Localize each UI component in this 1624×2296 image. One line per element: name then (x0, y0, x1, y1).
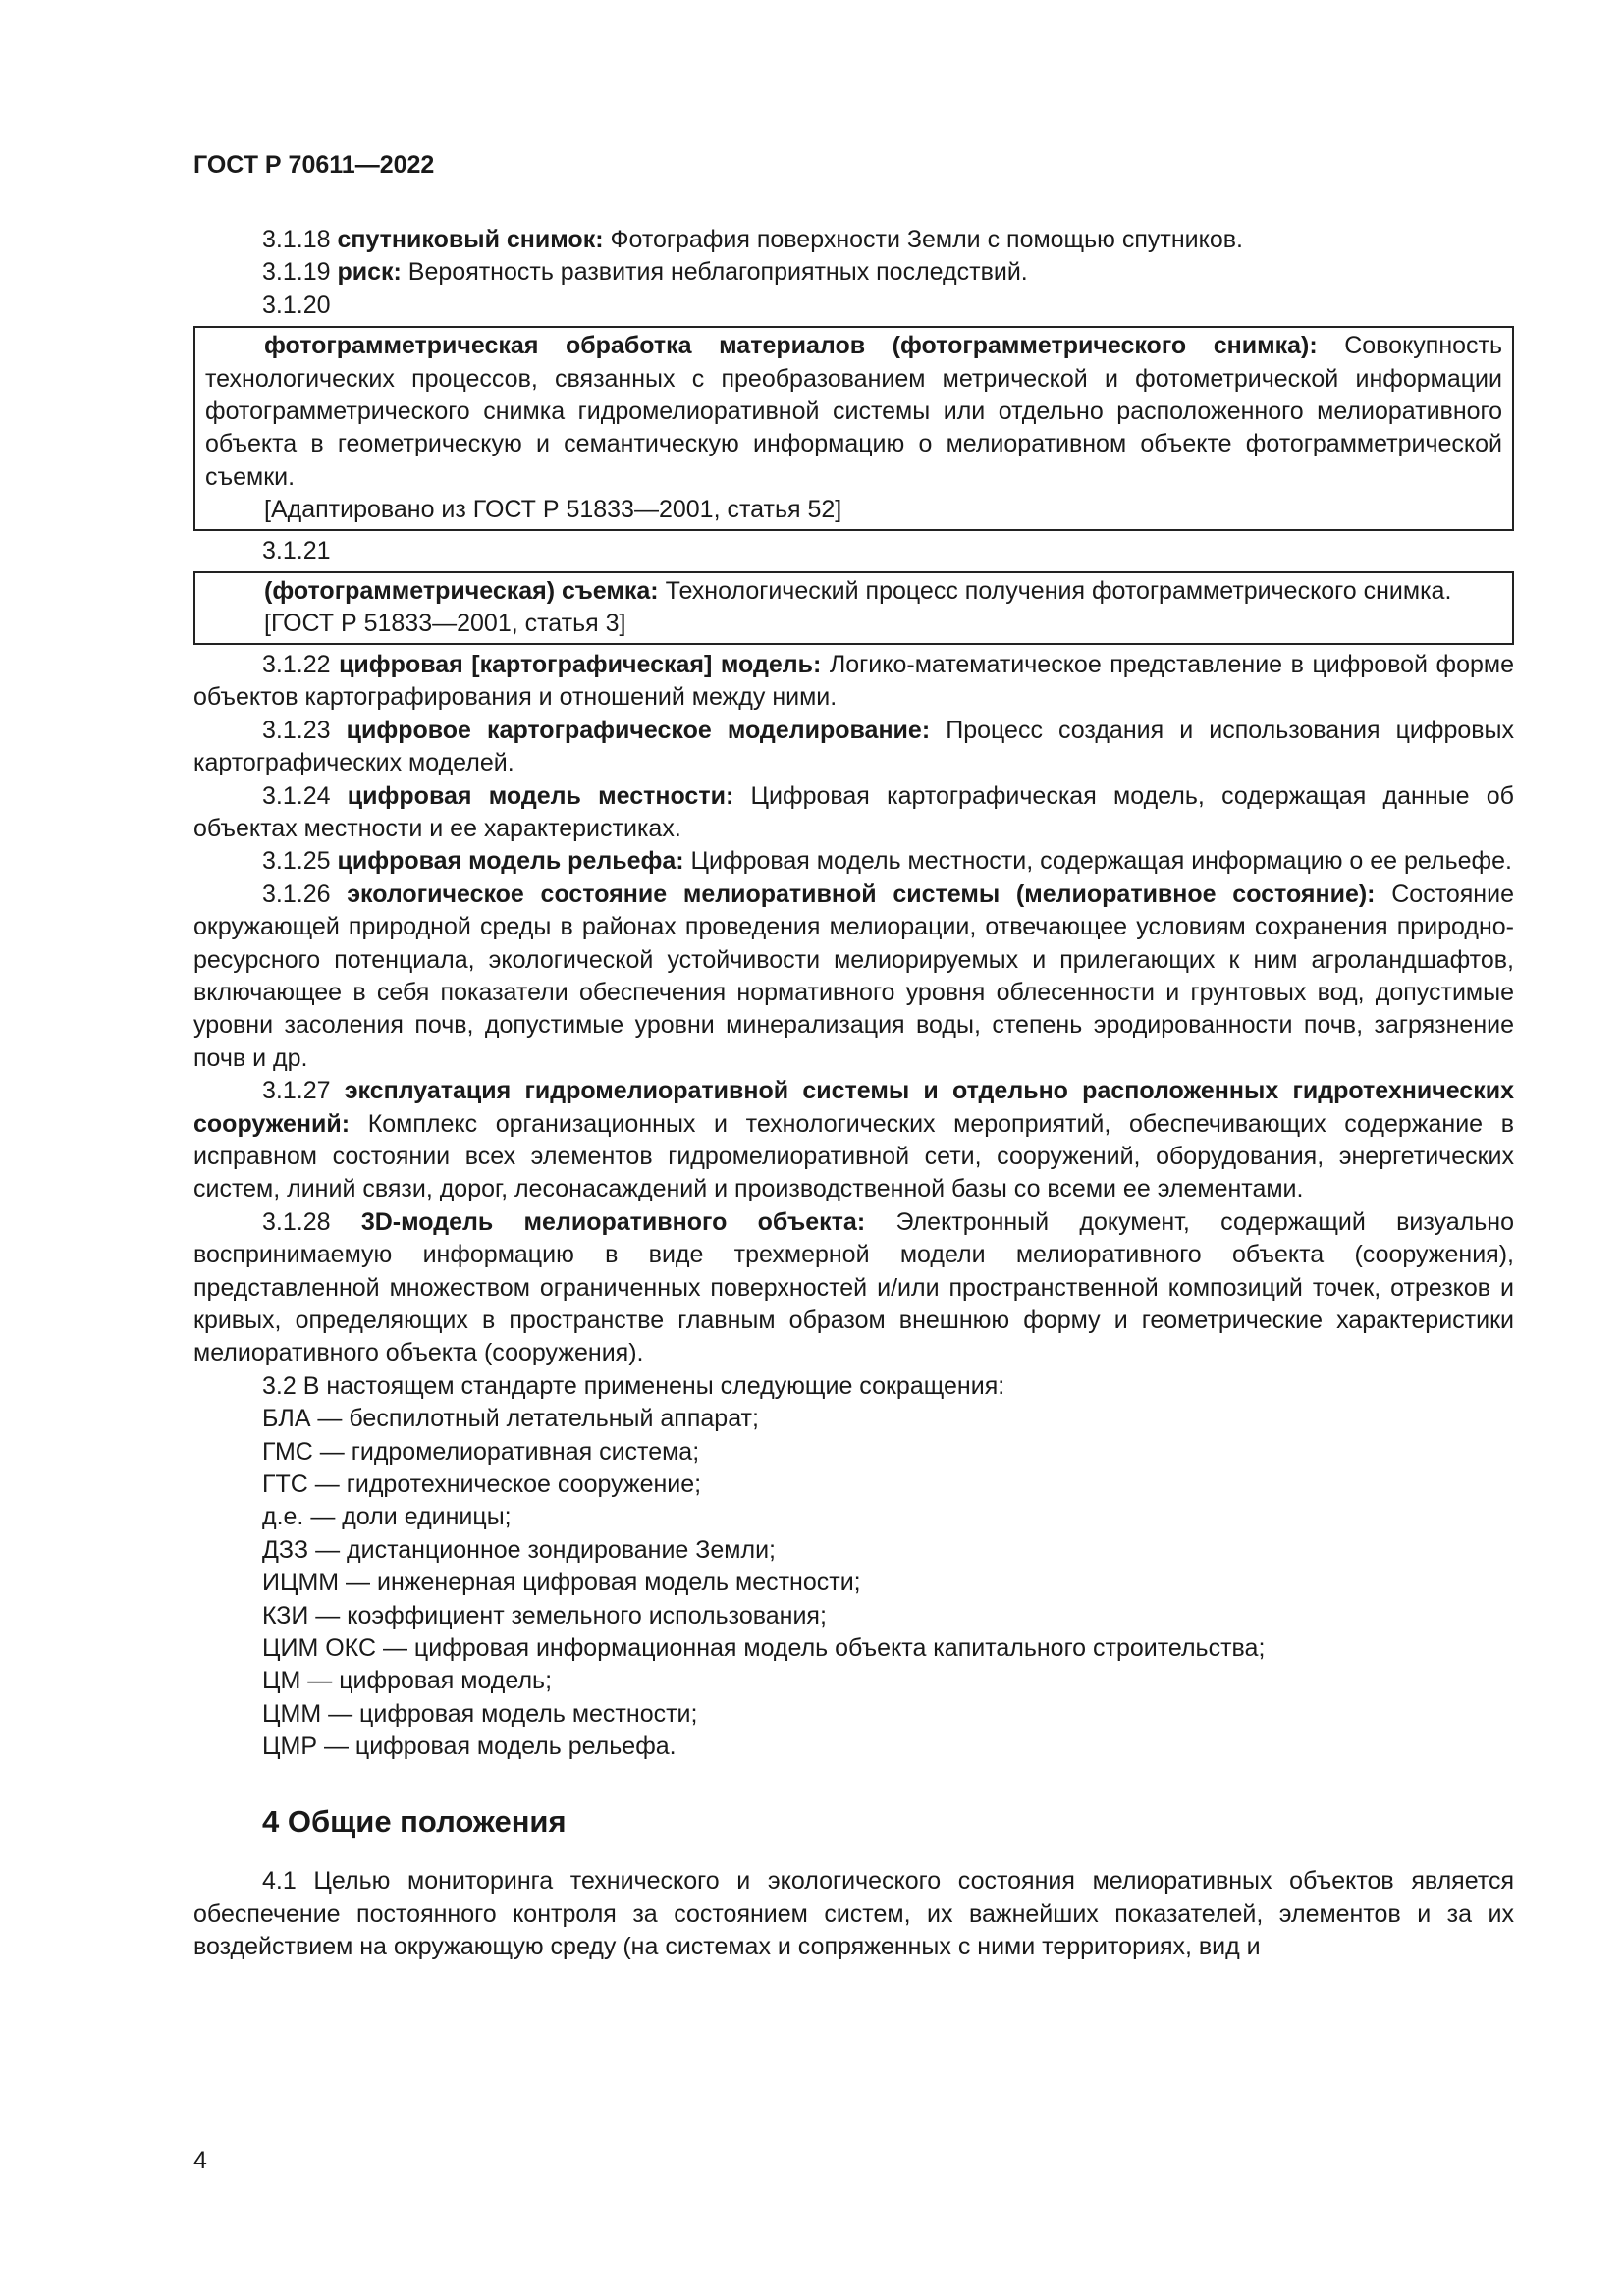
definition-3-1-27: 3.1.27 эксплуатация гидромелиоративной системы и отдельно расположенных гидротехнических сооружений: Комплекс организационных и технологических мероприятий, обеспечивающих содержание в исправном состоянии всех элементов гидромелиоративной сети, сооружений, оборудования, энергетических систем, линий связи, дорог, лесонасаждений и производственной базы со всеми ее элементами. (193, 1077, 1514, 1203)
term: эксплуатация гидромелиоративной системы и отдельно расположенных гидротехнических сооружений: (193, 1077, 1514, 1138)
term: цифровая модель местности: (347, 781, 734, 810)
abbreviation-item: ЦИМ ОКС — цифровая информационная модель объекта капитального строительства; (262, 1634, 1266, 1663)
definition-3-1-18: 3.1.18 спутниковый снимок: Фотография поверхности Земли с помощью спутников. (262, 226, 1243, 253)
abbreviation-item: ЦМ — цифровая модель; (262, 1667, 553, 1695)
term: 3D-модель мелиоративного объекта: (360, 1207, 866, 1236)
definition-number-3-1-20: 3.1.20 (262, 291, 331, 319)
term: фотограмметрическая обработка материалов (фотограмметрического снимка): (264, 332, 1318, 360)
document-body (193, 224, 1514, 1963)
definition-source: [ГОСТ Р 51833—2001, статья 3] (264, 610, 626, 638)
definition-3-1-26: 3.1.26 экологическое состояние мелиоративной системы (мелиоративное состояние): Состояние окружающей природной среды в районах проведения мелиорации, отвечающее условиям сохранения природно-ресурсного потенциала, экологической устойчивости мелиорируемых и прилегающих к ним агроландшафтов, включающее в себя показатели обеспечения нормативного уровня облесенности и грунтовых вод, допустимые уровни засоления почв, допустимые уровни минерализация воды, степень эродированности почв, загрязнение почв и др. (193, 880, 1514, 1072)
term: цифровая модель рельефа: (337, 847, 684, 876)
abbreviations-list (193, 1403, 1514, 1763)
definition-3-1-23: 3.1.23 цифровое картографическое моделирование: Процесс создания и использования цифровых картографических моделей. (193, 716, 1514, 777)
paragraph-4-1: 4.1 Целью мониторинга технического и экологического состояния мелиоративных объектов является обеспечение постоянного контроля за состоянием систем, их важнейших показателей, элементов и за их воздействием на окружающую среду (на системах и сопряженных с ними территориях, вид и (193, 1867, 1514, 1960)
term: спутниковый снимок: (337, 226, 604, 253)
term: риск: (337, 258, 402, 287)
abbreviation-item: БЛА — беспилотный летательный аппарат; (262, 1405, 759, 1433)
definition-3-1-24: 3.1.24 цифровая модель местности: Цифровая картографическая модель, содержащая данные об объектах местности и ее характеристиках. (193, 781, 1514, 842)
abbreviation-item: ГТС — гидротехническое сооружение; (262, 1470, 702, 1499)
definition-number-3-1-21: 3.1.21 (262, 536, 331, 564)
abbreviation-item: ИЦММ — инженерная цифровая модель местности; (262, 1569, 861, 1597)
definition-source: [Адаптировано из ГОСТ Р 51833—2001, статья 52] (264, 496, 842, 524)
definition-3-1-20: фотограмметрическая обработка материалов (фотограмметрического снимка): Совокупность технологических процессов, связанных с преобразованием метрической и фотометрической информации фотограмметрического снимка гидромелиоративной системы или отдельно расположенного мелиоративного объекта в геометрическую и семантическую информацию о мелиоративном объекте фотограмметрической съемки. (205, 332, 1503, 491)
definition-3-1-19: 3.1.19 риск: Вероятность развития неблагоприятных последствий. (262, 258, 1028, 287)
definition-3-1-21: (фотограмметрическая) съемка: Технологический процесс получения фотограмметрического снимка. (264, 577, 1452, 606)
term: цифровая [картографическая] модель: (339, 650, 822, 678)
term: экологическое состояние мелиоративной системы (мелиоративное состояние): (347, 880, 1376, 908)
abbreviation-item: КЗИ — коэффициент земельного использования; (262, 1601, 827, 1629)
abbreviation-item: д.е. — доли единицы; (262, 1503, 512, 1531)
abbreviation-item: ЦММ — цифровая модель местности; (262, 1699, 698, 1728)
term: (фотограмметрическая) съемка: (264, 577, 659, 606)
abbreviation-item: ГМС — гидромелиоративная система; (262, 1437, 700, 1466)
definition-box-3-1-20 (193, 326, 1514, 530)
document-header: ГОСТ Р 70611—2022 (193, 151, 435, 179)
term: цифровое картографическое моделирование: (346, 716, 931, 744)
abbreviation-item: ДЗЗ — дистанционное зондирование Земли; (262, 1535, 776, 1564)
definition-3-1-22: 3.1.22 цифровая [картографическая] модель: Логико-математическое представление в цифровой форме объектов картографирования и отношений между ними. (193, 650, 1514, 712)
abbreviations-intro: 3.2 В настоящем стандарте применены следующие сокращения: (262, 1371, 1005, 1400)
definition-3-1-28: 3.1.28 3D-модель мелиоративного объекта: Электронный документ, содержащий визуально воспринимаемую информацию в виде трехмерной модели мелиоративного объекта (сооружения), представленной множеством ограниченных поверхностей и/или пространственной композиций точек, отрезков и кривых, определяющих в пространстве главным образом внешнюю форму и геометрические характеристики мелиоративного объекта (сооружения). (193, 1207, 1515, 1367)
page-number: 4 (193, 2147, 207, 2174)
definition-3-1-25: 3.1.25 цифровая модель рельефа: Цифровая модель местности, содержащая информацию о ее рельефе. (262, 847, 1512, 876)
definition-box-3-1-21 (193, 571, 1514, 645)
abbreviation-item: ЦМР — цифровая модель рельефа. (262, 1733, 677, 1761)
section-title: 4 Общие положения (262, 1803, 567, 1839)
